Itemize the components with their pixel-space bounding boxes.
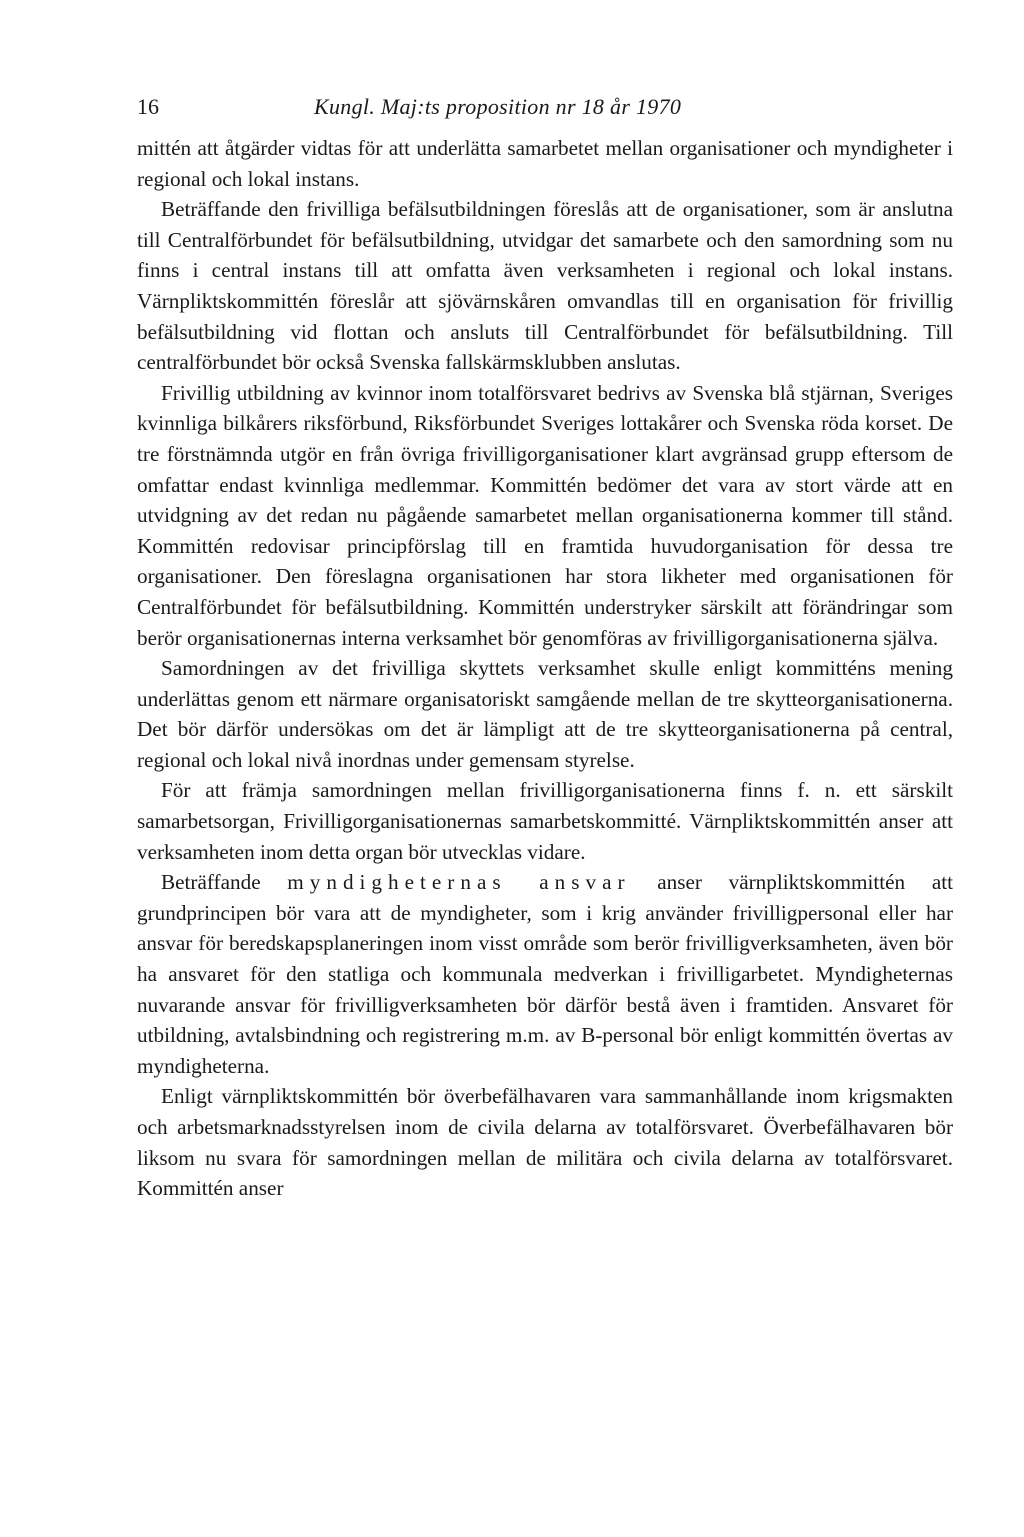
running-title: Kungl. Maj:ts proposition nr 18 år 1970 <box>314 94 682 119</box>
paragraph-continuation: mittén att åtgärder vidtas för att underlätta samarbetet mellan organisationer och myndigheter i regional och lokal instans. <box>137 136 953 191</box>
page-number: 16 <box>137 94 159 119</box>
spaced-emphasis: myndigheternas ansvar <box>287 870 631 895</box>
paragraph-lead: Beträffande <box>161 870 288 895</box>
paragraph-rest: anser värnpliktskommittén att grundprincipen bör vara att de myndigheter, som i krig använder frivilligpersonal eller har ansvar för beredskapsplaneringen inom visst område som berör frivilligverksamheten, även bör ha ansvaret för den statliga och kommunala medverkan i frivilligarbetet. Myndigheternas nuvarande ansvar för frivilligverksamheten bör därför bestå även i framtiden. Ansvaret för utbildning, avtalsbindning och registrering m.m. av B-personal bör enligt kommittén övertas av myndigheterna. <box>137 870 953 1078</box>
paragraph-kvinnor: Frivillig utbildning av kvinnor inom totalförsvaret bedrivs av Svenska blå stjärnan, Sveriges kvinnliga bilkårers riksförbund, Riksförbundet Sveriges lottakårer och Svenska röda korset. De tre förstnämnda utgör en från övriga frivilligorganisationer klart avgränsad grupp eftersom de omfattar endast kvinnliga medlemmar. Kommittén bedömer det vara av stort värde att en utvidgning av det redan nu pågående samarbetet mellan organisationerna kommer till stånd. Kommittén redovisar principförslag till en framtida huvudorganisation för dessa tre organisationer. Den föreslagna organisationen har stora likheter med organisationen för Centralförbundet för befälsutbildning. Kommittén understryker särskilt att förändringar som berör organisationernas interna verksamhet bör genomföras av frivilligorganisationerna själva. <box>137 380 953 650</box>
paragraph-samarbetsorgan: För att främja samordningen mellan frivilligorganisationerna finns f. n. ett särskilt samarbetsorgan, Frivilligorganisationernas samarbetskommitté. Värnpliktskommittén anser att verksamheten inom detta organ bör utvecklas vidare. <box>137 778 953 864</box>
paragraph-befalsutbildning: Beträffande den frivilliga befälsutbildningen föreslås att de organisationer, som är anslutna till Centralförbundet för befälsutbildning, utvidgar det samarbete och den samordning som nu finns i central instans till att omfatta även verksamheten i regional och lokal instans. Värnpliktskommittén föreslår att sjövärnskåren omvandlas till en organisation för frivillig befälsutbildning vid flottan och ansluts till Centralförbundet för befälsutbildning. Till centralförbundet bör också Svenska fallskärmsklubben anslutas. <box>137 197 953 375</box>
paragraph-skytte: Samordningen av det frivilliga skyttets verksamhet skulle enligt kommitténs mening underlättas genom ett närmare organisatoriskt samgående mellan de tre skytteorganisationerna. Det bör därför undersökas om det är lämpligt att de tre skytteorganisationerna på central, regional och lokal nivå inordnas under gemensam styrelse. <box>137 656 953 772</box>
paragraph-myndigheternas-ansvar <box>137 867 953 1081</box>
body-text <box>137 133 953 1204</box>
page-header <box>137 92 953 122</box>
paragraph-overbefalhavaren: Enligt värnpliktskommittén bör överbefälhavaren vara sammanhållande inom krigsmakten och arbetsmarknadsstyrelsen inom de civila delarna av totalförsvaret. Överbefälhavaren bör liksom nu svara för samordningen mellan de militära och civila delarna av totalförsvaret. Kommittén anser <box>137 1084 953 1201</box>
